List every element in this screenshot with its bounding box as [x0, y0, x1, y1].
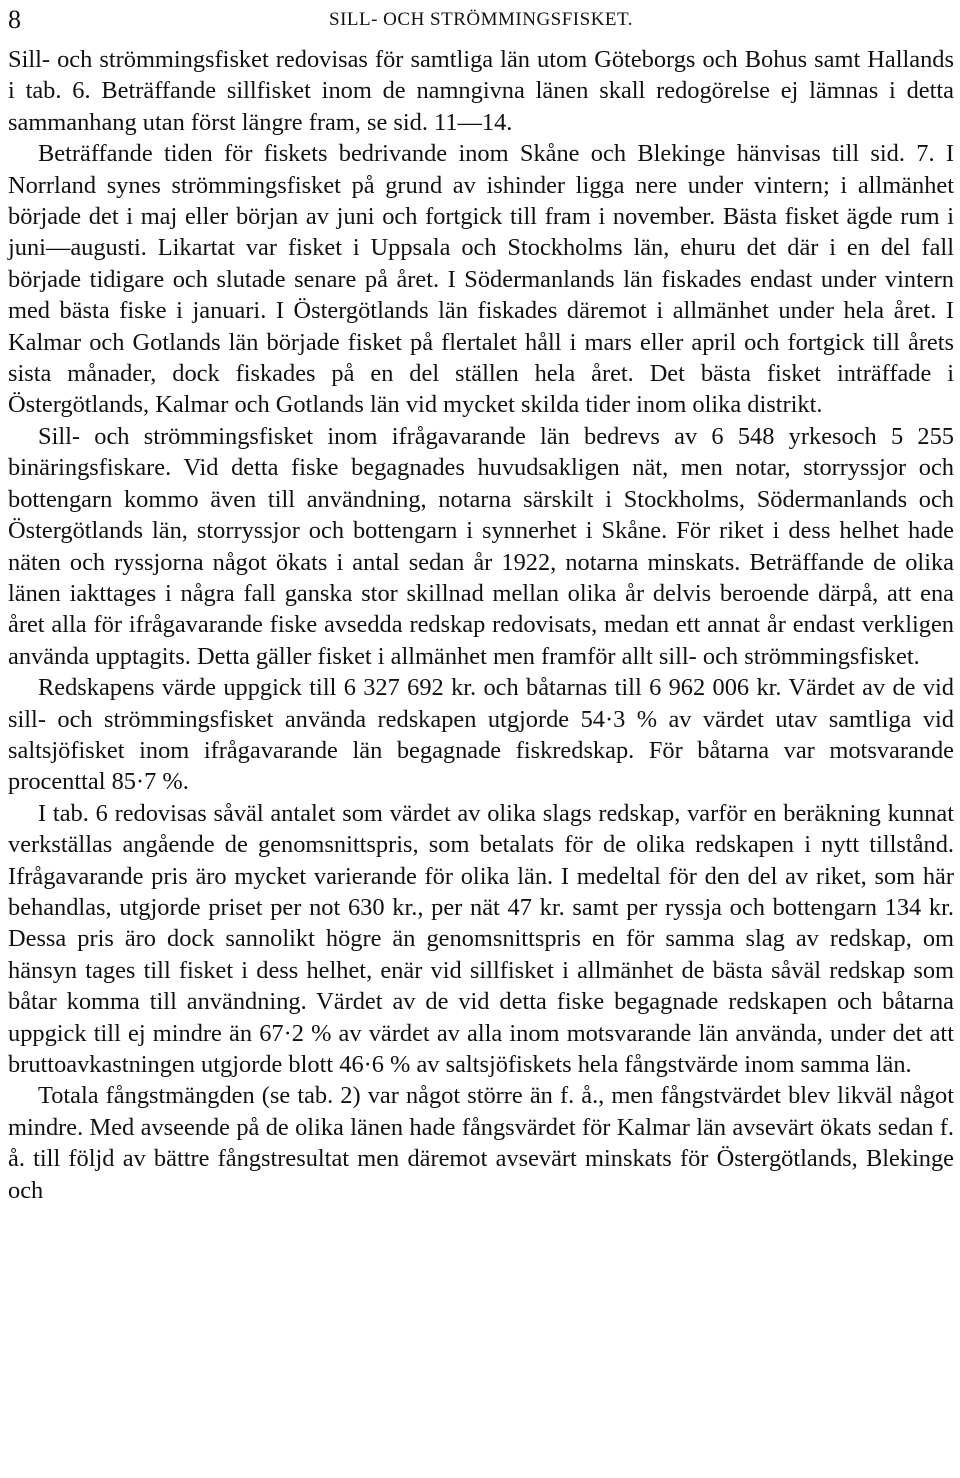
running-header: [8, 0, 954, 40]
page-number: 8: [8, 5, 21, 34]
paragraph: Beträffande tiden för fiskets bedrivande inom Skåne och Blekinge hänvisas till sid. 7. I Norrland synes strömmingsfisket på grund av ishinder ligga nere under vintern; i allmänhet började det i maj eller början av juni och fortgick till fram i november. Bästa fisket ägde rum i juni—augusti. Likartat var fisket i Uppsala och Stockholms län, ehuru det där i en del fall började tidigare och slutade senare på året. I Södermanlands län fiskades endast under vintern med bästa fiske i januari. I Östergötlands län fiskades däremot i allmänhet under hela året. I Kalmar och Gotlands län började fisket på flertalet håll i mars eller april och fortgick till årets sista månader, dock fiskades på en del ställen hela året. Det bästa fisket inträffade i Östergötlands, Kalmar och Gotlands län vid mycket skilda tider inom olika distrikt.: [8, 140, 954, 419]
paragraph: Redskapens värde uppgick till 6 327 692 kr. och båtarnas till 6 962 006 kr. Värdet av de vid sill- och strömmingsfisket använda redskapen utgjorde 54·3 % av värdet utav samtliga vid saltsjöfisket inom ifrågavarande län begagnade fiskredskap. För båtarna var motsvarande procenttal 85·7 %.: [8, 674, 954, 796]
running-title: SILL- OCH STRÖMMINGSFISKET.: [329, 9, 633, 30]
paragraph: Sill- och strömmingsfisket redovisas för samtliga län utom Göteborgs och Bohus samt Hallands i tab. 6. Beträffande sillfisket inom de namngivna länen skall redogörelse ej lämnas i detta sammanhang utan först längre fram, se sid. 11—14.: [8, 46, 954, 136]
body-text: [8, 44, 954, 1206]
paragraph: Sill- och strömmingsfisket inom ifrågavarande län bedrevs av 6 548 yrkesoch 5 255 binäringsfiskare. Vid detta fiske begagnades huvudsakligen nät, men notar, storryssjor och bottengarn kommo även till användning, notarna särskilt i Stockholms, Södermanlands och Östergötlands län, storryssjor och bottengarn i synnerhet i Skåne. För riket i dess helhet hade näten och ryssjorna något ökats i antal sedan år 1922, notarna minskats. Beträffande de olika länen iakttages i några fall ganska stor skillnad mellan olika år delvis beroende därpå, att ena året alla för ifrågavarande fiske avsedda redskap redovisats, medan ett annat år endast verkligen använda upptagits. Detta gäller fisket i allmänhet men framför allt sill- och strömmingsfisket.: [8, 422, 954, 670]
paragraph: I tab. 6 redovisas såväl antalet som värdet av olika slags redskap, varför en beräkning kunnat verkställas angående de genomsnittspris, som betalats för de olika redskapen i nytt tillstånd. Ifrågavarande pris äro mycket varierande för olika län. I medeltal för den del av riket, som här behandlas, utgjorde priset per not 630 kr., per nät 47 kr. samt per ryssja och bottengarn 134 kr. Dessa pris äro dock sannolikt högre än genomsnittspris en för samma slag av redskap, om hänsyn tages till fisket i dess helhet, enär vid sillfisket i allmänhet de bästa såväl redskap som båtar komma till användning. Värdet av de vid detta fiske begagnade redskapen och båtarna uppgick till ej mindre än 67·2 % av värdet av alla inom motsvarande län använda, under det att bruttoavkastningen utgjorde blott 46·6 % av saltsjöfiskets hela fångstvärde inom samma län.: [8, 799, 954, 1078]
paragraph: Totala fångstmängden (se tab. 2) var något större än f. å., men fångstvärdet blev likväl något mindre. Med avseende på de olika länen hade fångsvärdet för Kalmar län avsevärt ökats sedan f. å. till följd av bättre fångstresultat men däremot avsevärt minskats för Östergötlands, Blekinge och: [8, 1082, 954, 1204]
